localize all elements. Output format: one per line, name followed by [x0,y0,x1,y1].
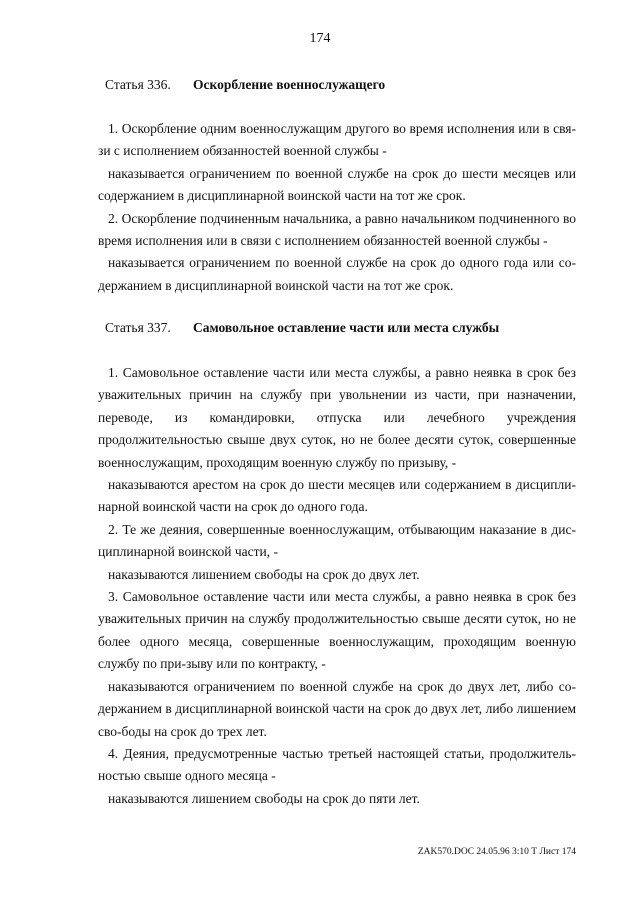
article-337-heading [105,320,499,336]
paragraph: наказывается ограничением по военной службе на срок до одного года или со-держанием в дисциплинарной воинской части на тот же срок. [98,255,576,293]
article-337-number: Статья 337. [105,320,171,335]
article-337-title: Самовольное оставление части или места службы [193,320,500,335]
paragraph: наказываются лишением свободы на срок до пяти лет. [108,790,420,806]
paragraph: 2. Те же деяния, совершенные военнослужащим, отбывающим наказание в дис-циплинарной воинской части, - [98,521,576,560]
article-336-title: Оскорбление военнослужащего [193,77,386,92]
page-number: 174 [309,31,331,46]
article-336-body [98,118,576,297]
article-336-heading [105,77,385,93]
article-337-body [98,362,576,810]
paragraph: 4. Деяния, предусмотренные частью третьей настоящей статьи, продолжитель-ностью свыше одного месяца - [98,745,576,784]
paragraph: 1. Самовольное оставление части или места службы, а равно неявка в срок без уважительных причин на службу при увольнении из части, при назначении, переводе, из командировки, отпуска или лечебного учреждения продолжительностью свыше двух суток, но не более десяти суток, совершенные военнослужащим, проходящим военную службу по призыву, - [98,365,576,470]
paragraph: 3. Самовольное оставление части или места службы, а равно неявка в срок без уважительных причин на службу продолжительностью свыше десяти суток, но не более одного месяца, совершенные военнослужащим, проходящим военную службу по при-зыву или по контракту, - [98,589,576,672]
article-336-number: Статья 336. [105,77,171,92]
paragraph: наказываются арестом на срок до шести месяцев или содержанием в дисципли-нарной воинской части на срок до одного года. [98,477,576,515]
paragraph: наказываются лишением свободы на срок до двух лет. [108,566,420,582]
paragraph: 1. Оскорбление одним военнослужащим другого во время исполнения или в свя-зи с исполнением обязанностей военной службы - [98,121,576,159]
paragraph: наказываются ограничением по военной службе на срок до двух лет, либо со-держанием в дисциплинарной воинской части на срок до двух лет, либо лишением сво-боды на срок до трех лет. [98,678,576,739]
footer-file-info: ZAK570.DOC 24.05.96 3:10 Т Лист 174 [417,847,576,857]
paragraph: 2. Оскорбление подчиненным начальника, а равно начальником подчиненного во время исполнения или в связи с исполнением обязанностей военной службы - [98,210,576,249]
paragraph: наказывается ограничением по военной службе на срок до шести месяцев или содержанием в дисциплинарной воинской части на тот же срок. [98,165,576,204]
